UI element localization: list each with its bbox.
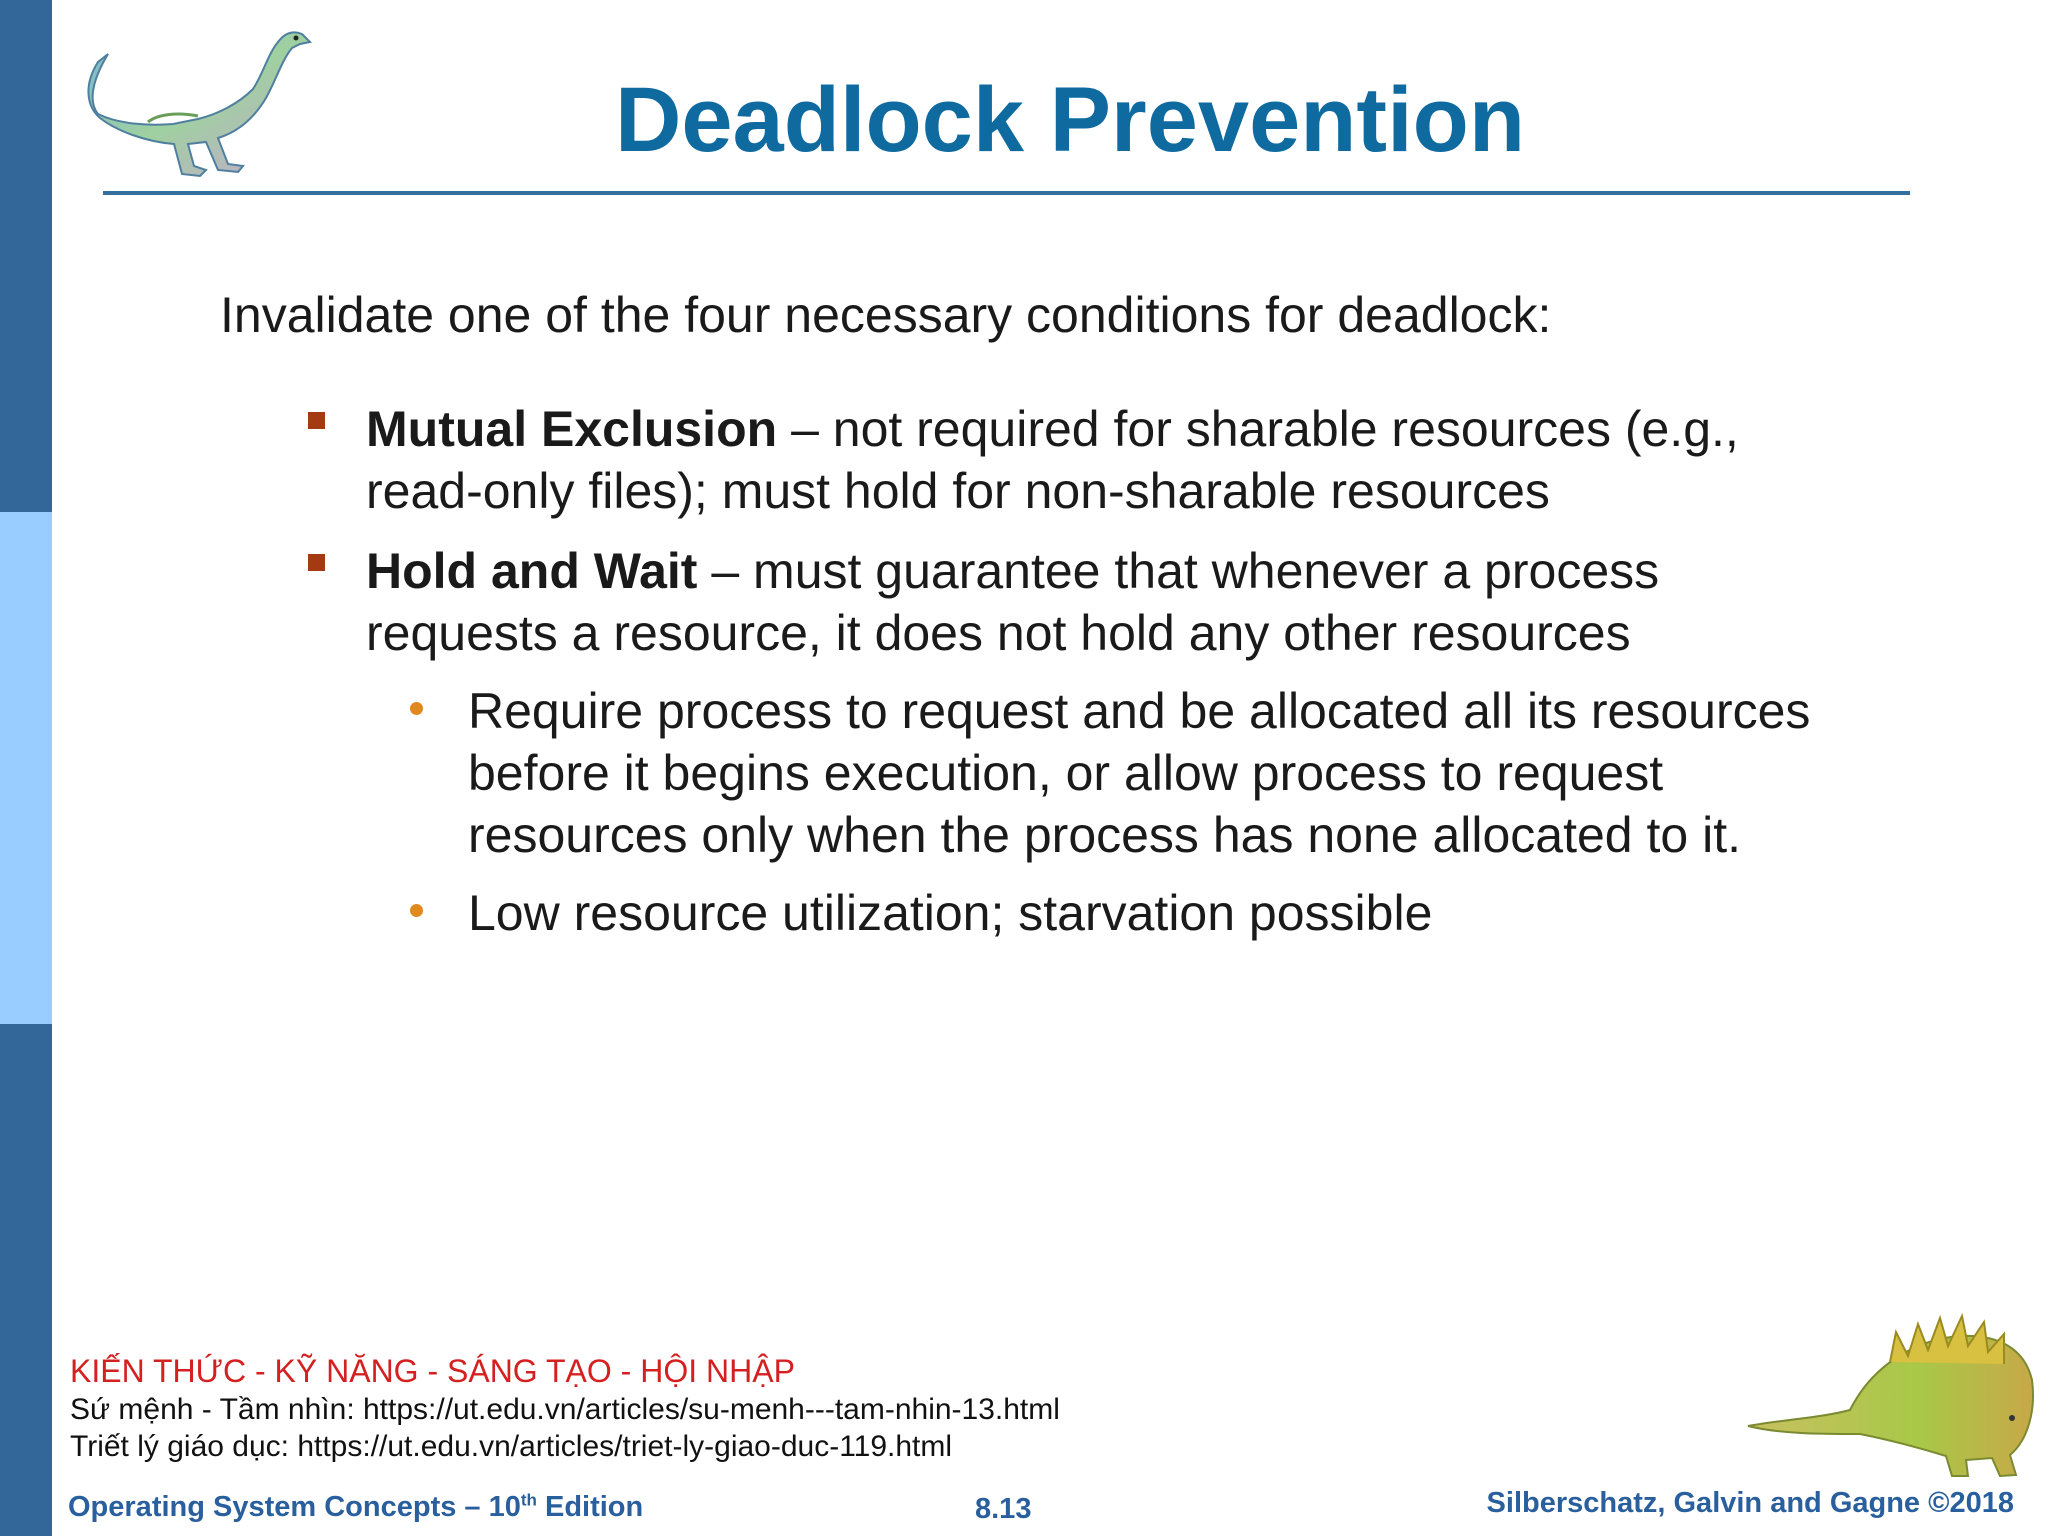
- sub-bullet-line: before it begins execution, or allow process to request: [468, 745, 1664, 801]
- square-bullet-icon: [308, 412, 325, 429]
- sidebar-segment-top: [0, 0, 52, 512]
- bullet-line: requests a resource, it does not hold any other resources: [366, 605, 1631, 661]
- sidebar-segment-middle: [0, 512, 52, 1024]
- bullet-text: – must guarantee that whenever a process: [697, 543, 1660, 599]
- mission-link[interactable]: Sứ mệnh - Tầm nhìn: https://ut.edu.vn/articles/su-menh---tam-nhin-13.html: [70, 1393, 1060, 1426]
- sub-bullet-line: Low resource utilization; starvation possible: [468, 885, 1433, 941]
- footer-book-prefix: Operating System Concepts – 10: [68, 1491, 521, 1523]
- university-motto: KIẾN THỨC - KỸ NĂNG - SÁNG TẠO - HỘI NHẬP: [70, 1353, 795, 1389]
- footer-book-sup: th: [520, 1490, 537, 1510]
- sub-bullet-low-utilization: [468, 882, 1888, 944]
- bullet-term: Mutual Exclusion: [366, 401, 778, 457]
- title-divider: [103, 191, 1910, 195]
- bullet-line: read-only files); must hold for non-sharable resources: [366, 463, 1550, 519]
- bullet-hold-and-wait: [366, 540, 1826, 664]
- footer-book-suffix: Edition: [536, 1491, 644, 1523]
- footer-copyright: Silberschatz, Galvin and Gagne ©2018: [1486, 1487, 2014, 1519]
- bullet-line: [366, 398, 1826, 460]
- slide-title: Deadlock Prevention: [614, 69, 1526, 171]
- sidebar-segment-bottom: [0, 1024, 52, 1536]
- bullet-text: – not required for sharable resources (e.g.,: [777, 401, 1739, 457]
- footer-book-title: [68, 1489, 643, 1525]
- stegosaurus-icon: [1740, 1270, 2040, 1480]
- dot-bullet-icon: [410, 904, 423, 917]
- left-sidebar: [0, 0, 52, 1536]
- bullet-mutual-exclusion: [366, 398, 1826, 522]
- sub-bullet-line: resources only when the process has none allocated to it.: [468, 807, 1741, 863]
- sub-bullet-request-all: [468, 680, 1888, 866]
- sub-bullet-line: Require process to request and be allocated all its resources: [468, 683, 1811, 739]
- intro-text: Invalidate one of the four necessary conditions for deadlock:: [220, 287, 1552, 343]
- page-number: 8.13: [975, 1493, 1032, 1525]
- dinosaur-icon: [78, 14, 318, 184]
- philosophy-link[interactable]: Triết lý giáo dục: https://ut.edu.vn/articles/triet-ly-giao-duc-119.html: [70, 1430, 953, 1463]
- bullet-line: [366, 540, 1826, 602]
- square-bullet-icon: [308, 554, 325, 571]
- dot-bullet-icon: [410, 702, 423, 715]
- bullet-term: Hold and Wait: [366, 543, 698, 599]
